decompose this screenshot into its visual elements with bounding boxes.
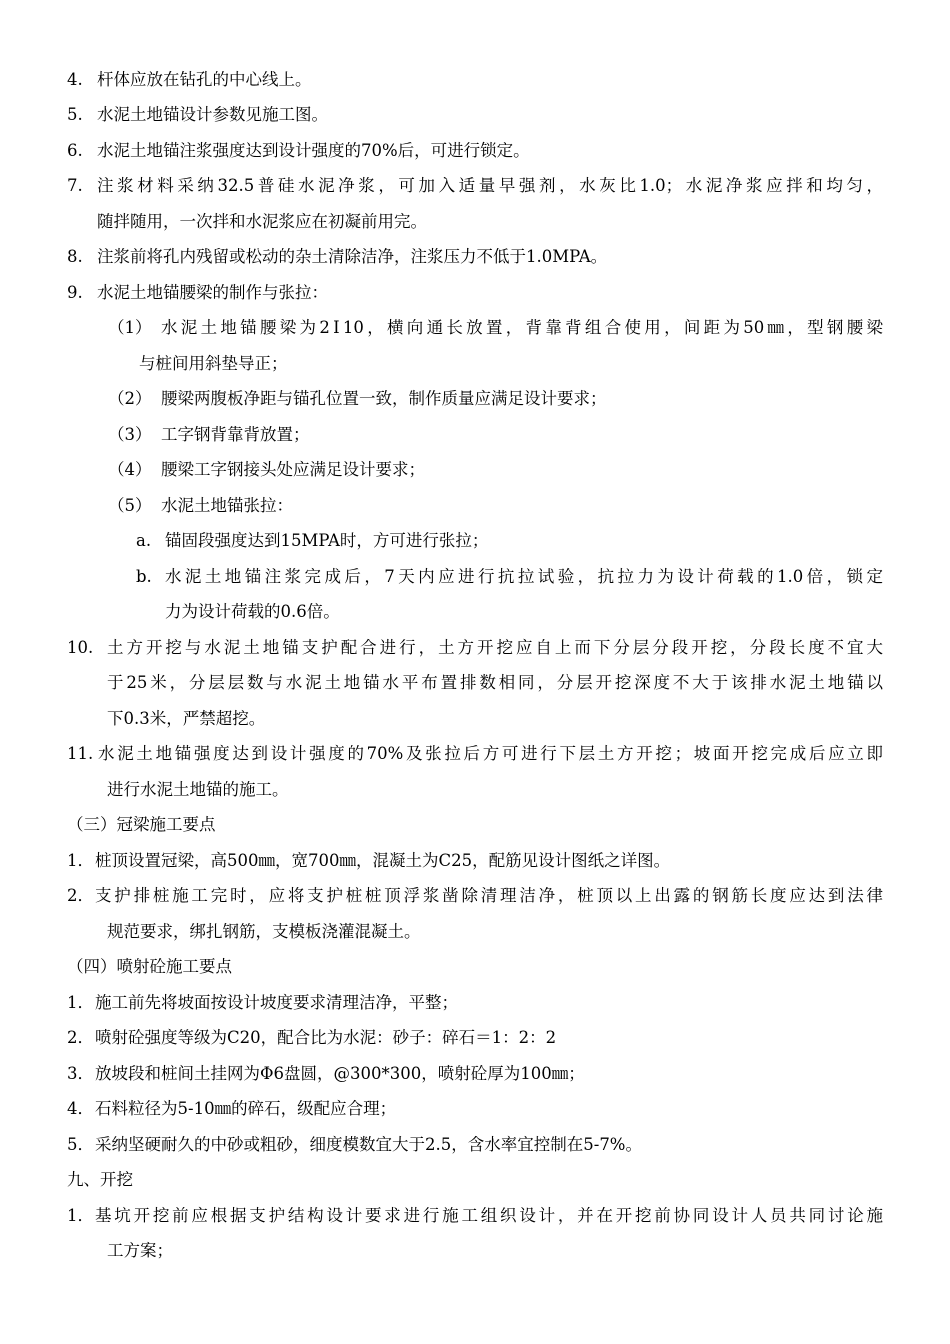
item-text: 喷射砼强度等级为C20，配合比为水泥：砂子：碎石＝1：2：2 [95,1028,557,1047]
item-text: 工方案； [107,1241,173,1260]
item-number: （4） [108,460,152,479]
item-text: 水泥土地锚注浆强度达到设计强度的70%后，可进行锁定。 [97,141,530,160]
section-heading-text: （四）喷射砼施工要点 [67,957,232,976]
item-text: 注浆前将孔内残留或松动的杂土清除洁净，注浆压力不低于1.0MPA。 [97,247,608,266]
item-number: （2） [108,389,152,408]
item-text: 水泥土地锚注浆完成后，7天内应进行抗拉试验，抗拉力为设计荷载的1.0倍，锁定 [165,567,883,586]
item-number: 6. [67,141,83,160]
item-text: 腰梁两腹板净距与锚孔位置一致，制作质量应满足设计要求； [161,389,607,408]
item-text: 下0.3米，严禁超挖。 [107,709,266,728]
item-number: a. [136,531,152,550]
item-text: 水泥土地锚张拉： [161,496,293,515]
item-text: 注浆材料采纳32.5普硅水泥净浆，可加入适量早强剂，水灰比1.0；水泥净浆应拌和均匀， [97,176,883,195]
item-text: 石料粒径为5-10㎜的碎石，级配应合理； [95,1099,397,1118]
item-text: 桩顶设置冠梁，高500㎜，宽700㎜，混凝土为C25，配筋见设计图纸之详图。 [95,851,671,870]
item-text: 锚固段强度达到15MPA时，方可进行张拉； [165,531,489,550]
item-number: 4. [67,70,83,89]
item-number: 8. [67,247,83,266]
item-number: b. [136,567,152,586]
item-number: 3． [67,1064,94,1083]
item-number: （5） [108,496,152,515]
item-number: （1） [108,318,152,337]
item-text: 水泥土地锚设计参数见施工图。 [97,105,328,124]
item-text: 采纳坚硬耐久的中砂或粗砂，细度模数宜大于2.5，含水率宜控制在5-7%。 [95,1135,642,1154]
item-text: 于25米，分层层数与水泥土地锚水平布置排数相同，分层开挖深度不大于该排水泥土地锚以 [107,673,883,692]
item-text: 规范要求，绑扎钢筋，支模板浇灌混凝土。 [107,922,421,941]
section-heading-text: （三）冠梁施工要点 [67,815,216,834]
item-text: 水泥土地锚强度达到设计强度的70%及张拉后方可进行下层土方开挖；坡面开挖完成后应立即 [98,744,883,763]
item-number: 1． [67,1206,94,1225]
item-text: 水泥土地锚腰梁为2Ⅰ10，横向通长放置，背靠背组合使用，间距为50㎜，型钢腰梁 [161,318,883,337]
item-text: 力为设计荷载的0.6倍。 [165,602,340,621]
item-number: 7. [67,176,83,195]
item-text: 随拌随用，一次拌和水泥浆应在初凝前用完。 [97,212,427,231]
item-number: 9. [67,283,83,302]
item-number: 2． [67,886,94,905]
item-text: 水泥土地锚腰梁的制作与张拉： [97,283,328,302]
item-text: 工字钢背靠背放置； [161,425,310,444]
item-number: 4． [67,1099,94,1118]
chapter-heading-text: 九、开挖 [67,1170,133,1189]
item-text: 土方开挖与水泥土地锚支护配合进行，土方开挖应自上而下分层分段开挖，分段长度不宜大 [107,638,883,657]
item-number: 10. [67,638,94,657]
item-number: 2． [67,1028,94,1047]
item-number: 1． [67,851,94,870]
item-text: 腰梁工字钢接头处应满足设计要求； [161,460,425,479]
item-number: （3） [108,425,152,444]
item-text: 放坡段和桩间土挂网为Φ6盘圆，@300*300，喷射砼厚为100㎜； [95,1064,585,1083]
item-number: 5. [67,105,83,124]
item-number: 11. [67,744,94,763]
item-text: 基坑开挖前应根据支护结构设计要求进行施工组织设计，并在开挖前协同设计人员共同讨论施 [95,1206,883,1225]
item-number: 1． [67,993,94,1012]
item-number: 5． [67,1135,94,1154]
item-text: 进行水泥土地锚的施工。 [107,780,289,799]
item-text: 支护排桩施工完时，应将支护桩桩顶浮浆凿除清理洁净，桩顶以上出露的钢筋长度应达到法律 [95,886,883,905]
item-text: 杆体应放在钻孔的中心线上。 [97,70,312,89]
item-text: 与桩间用斜垫导正； [139,354,288,373]
item-text: 施工前先将坡面按设计坡度要求清理洁净，平整； [95,993,458,1012]
